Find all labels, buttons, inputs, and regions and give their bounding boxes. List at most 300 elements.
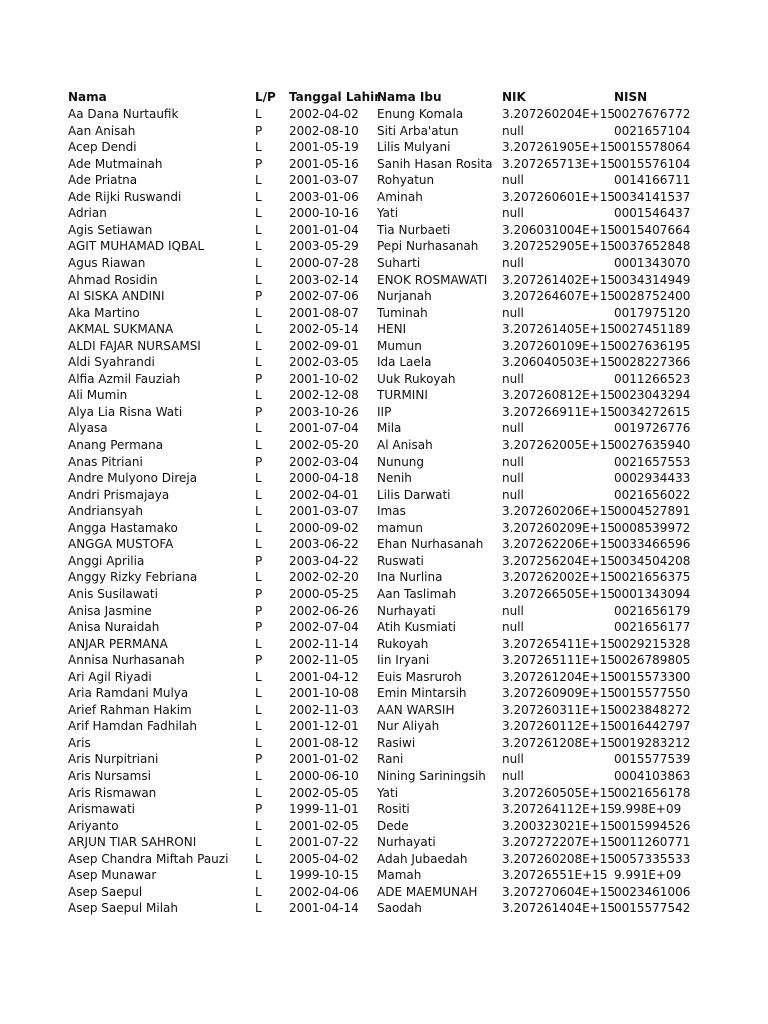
cell-tanggal-lahir: 2001-05-19 (289, 140, 359, 155)
cell-nik: null (502, 471, 524, 486)
cell-lp: L (255, 835, 262, 850)
cell-nama-ibu: Yati (377, 785, 399, 800)
cell-tanggal-lahir: 2001-03-07 (289, 504, 359, 519)
cell-nisn: 0001343094 (614, 586, 691, 601)
cell-lp: L (255, 769, 262, 783)
cell-nisn: 0015407664 (614, 222, 691, 237)
cell-nisn: 0028227366 (614, 355, 691, 370)
cell-nama: Arif Hamdan Fadhilah (68, 719, 197, 734)
cell-tanggal-lahir: 2002-12-08 (289, 388, 359, 403)
cell-tanggal-lahir: 2000-09-02 (289, 520, 359, 535)
cell-nisn: 0019726776 (614, 421, 691, 436)
cell-nama-ibu: Yati (377, 206, 399, 221)
cell-lp: L (255, 686, 262, 701)
cell-nama-ibu: Nur Aliyah (377, 719, 440, 734)
cell-nama: ANJAR PERMANA (68, 636, 168, 651)
cell-nama-ibu: Rukoyah (377, 636, 429, 651)
cell-nik: null (502, 305, 524, 320)
cell-nama: Aan Anisah (68, 123, 136, 138)
cell-nama: Asep Chandra Miftah Pauzi (68, 851, 229, 866)
cell-nik: 3.207262002E+15 (502, 570, 616, 585)
cell-tanggal-lahir: 2003-02-14 (289, 272, 359, 287)
cell-nama: Ari Agil Riyadi (68, 669, 152, 684)
cell-nisn: 0011260771 (614, 835, 691, 850)
table-row (0, 420, 768, 437)
table-row (0, 785, 768, 802)
cell-nama-ibu: Nining Sariningsih (377, 769, 486, 783)
cell-nama-ibu: Sanih Hasan Rosita (377, 156, 493, 171)
cell-nik: 3.207252905E+15 (502, 239, 616, 254)
cell-nik: 3.207261404E+15 (502, 901, 616, 916)
table-row (0, 222, 768, 239)
cell-nisn: 0015573300 (614, 669, 691, 684)
cell-nama: ALDI FAJAR NURSAMSI (68, 338, 201, 353)
cell-lp: P (255, 123, 263, 138)
cell-nik: 3.207265713E+15 (502, 156, 616, 171)
cell-nama: Ade Priatna (68, 173, 138, 188)
cell-nama: Andri Prismajaya (68, 487, 170, 502)
cell-lp: L (255, 438, 262, 452)
cell-lp: L (255, 140, 262, 155)
cell-tanggal-lahir: 2001-04-14 (289, 901, 359, 916)
cell-nama: Asep Munawar (68, 868, 157, 883)
cell-nik: null (502, 421, 524, 436)
cell-tanggal-lahir: 2001-03-07 (289, 173, 359, 188)
cell-nisn: 0021656178 (614, 785, 691, 800)
table-row (0, 586, 768, 603)
cell-tanggal-lahir: 2005-04-02 (289, 851, 359, 866)
header-nisn: NISN (614, 90, 648, 104)
table-row (0, 768, 768, 785)
cell-nisn: 0021656375 (614, 570, 691, 585)
cell-nisn: 0017975120 (614, 305, 691, 320)
cell-nisn: 0027635940 (614, 438, 691, 452)
cell-lp: L (255, 173, 262, 188)
table-row (0, 834, 768, 851)
cell-nisn: 0016442797 (614, 719, 691, 734)
cell-nama: Andre Mulyono Direja (68, 471, 198, 486)
cell-nama: Alyasa (68, 421, 108, 436)
cell-lp: L (255, 735, 262, 750)
cell-nama-ibu: Euis Masruroh (377, 669, 462, 684)
cell-lp: P (255, 371, 263, 386)
cell-nisn: 0026789805 (614, 653, 691, 668)
cell-nik: 3.207272207E+15 (502, 835, 616, 850)
cell-nama: Aris (68, 735, 91, 750)
cell-nisn: 0021656022 (614, 487, 691, 502)
cell-nik: null (502, 454, 524, 469)
cell-lp: L (255, 719, 262, 734)
cell-lp: L (255, 504, 262, 519)
cell-nama-ibu: Siti Arba'atun (377, 123, 459, 138)
header-lp: L/P (255, 90, 276, 104)
table-row (0, 288, 768, 305)
table-row (0, 172, 768, 189)
cell-nik: null (502, 487, 524, 502)
table-row (0, 702, 768, 719)
cell-nama: Adrian (68, 206, 107, 221)
cell-nama-ibu: Adah Jubaedah (377, 851, 468, 866)
cell-nik: 3.207260208E+15 (502, 851, 616, 866)
cell-tanggal-lahir: 2001-10-08 (289, 686, 359, 701)
cell-nisn: 0034504208 (614, 553, 691, 568)
cell-tanggal-lahir: 2003-01-06 (289, 189, 359, 204)
cell-nama: Ahmad Rosidin (68, 272, 158, 287)
cell-nama: Agus Riawan (68, 255, 146, 270)
cell-nisn: 0027451189 (614, 322, 691, 337)
cell-tanggal-lahir: 1999-10-15 (289, 868, 359, 883)
cell-nik: 3.207262005E+15 (502, 438, 616, 452)
cell-nisn: 0021656179 (614, 603, 691, 618)
cell-lp: L (255, 636, 262, 651)
table-row (0, 454, 768, 471)
cell-nisn: 0015577550 (614, 686, 691, 701)
cell-lp: L (255, 537, 262, 552)
cell-nik: null (502, 123, 524, 138)
table-row (0, 238, 768, 255)
cell-nama-ibu: Rasiwi (377, 735, 416, 750)
table-row (0, 536, 768, 553)
table-row (0, 255, 768, 272)
table-row (0, 503, 768, 520)
cell-tanggal-lahir: 2001-05-16 (289, 156, 359, 171)
cell-tanggal-lahir: 2003-04-22 (289, 553, 359, 568)
cell-lp: P (255, 553, 263, 568)
cell-lp: P (255, 404, 263, 419)
cell-nisn: 0023043294 (614, 388, 691, 403)
cell-tanggal-lahir: 2003-10-26 (289, 404, 359, 419)
cell-tanggal-lahir: 2002-11-14 (289, 636, 359, 651)
cell-nik: 3.207260505E+15 (502, 785, 616, 800)
cell-nik: 3.206040503E+15 (502, 355, 616, 370)
cell-nama: Aka Martino (68, 305, 140, 320)
table-row (0, 272, 768, 289)
cell-nik: 3.207260204E+15 (502, 107, 616, 121)
cell-nisn: 0008539972 (614, 520, 691, 535)
table-row (0, 669, 768, 686)
cell-nama-ibu: Imas (377, 504, 406, 519)
cell-nik: 3.200323021E+15 (502, 818, 616, 833)
cell-nama-ibu: Uuk Rukoyah (377, 371, 456, 386)
cell-nisn: 0029215328 (614, 636, 691, 651)
cell-nama: Aria Ramdani Mulya (68, 686, 189, 701)
cell-nisn: 0028752400 (614, 289, 691, 304)
table-row (0, 652, 768, 669)
cell-nama-ibu: Enung Komala (377, 107, 464, 121)
cell-lp: L (255, 471, 262, 486)
cell-tanggal-lahir: 2003-06-22 (289, 537, 359, 552)
table-row (0, 156, 768, 173)
cell-nik: 3.206031004E+15 (502, 222, 616, 237)
cell-nik: 3.207260109E+15 (502, 338, 616, 353)
cell-tanggal-lahir: 2002-11-05 (289, 653, 359, 668)
table-row (0, 354, 768, 371)
cell-nama: Agis Setiawan (68, 222, 153, 237)
cell-nik: null (502, 173, 524, 188)
cell-tanggal-lahir: 2002-03-05 (289, 355, 359, 370)
table-row (0, 189, 768, 206)
cell-nama-ibu: Dede (377, 818, 409, 833)
cell-nik: 3.207266505E+15 (502, 586, 616, 601)
cell-nama-ibu: Nenih (377, 471, 412, 486)
cell-nik: 3.207260206E+15 (502, 504, 616, 519)
cell-nisn: 0027636195 (614, 338, 691, 353)
cell-lp: P (255, 802, 263, 817)
cell-nisn: 0015577539 (614, 752, 691, 767)
cell-nisn: 9.998E+09 (614, 802, 682, 817)
cell-lp: L (255, 222, 262, 237)
cell-lp: L (255, 570, 262, 585)
cell-nik: null (502, 769, 524, 783)
cell-tanggal-lahir: 2002-05-20 (289, 438, 359, 452)
cell-nama-ibu: Rohyatun (377, 173, 435, 188)
cell-tanggal-lahir: 2002-05-05 (289, 785, 359, 800)
cell-nisn: 0001546437 (614, 206, 691, 221)
cell-nama: AGIT MUHAMAD IQBAL (68, 239, 205, 254)
cell-nik: null (502, 371, 524, 386)
cell-nama: Ariyanto (68, 818, 119, 833)
cell-nama-ibu: Saodah (377, 901, 422, 916)
cell-nisn: 0037652848 (614, 239, 691, 254)
cell-nama-ibu: Suharti (377, 255, 421, 270)
cell-lp: L (255, 239, 262, 254)
cell-nisn: 0027676772 (614, 107, 691, 121)
cell-nik: 3.207261204E+15 (502, 669, 616, 684)
cell-tanggal-lahir: 2001-07-04 (289, 421, 359, 436)
cell-nama-ibu: Tia Nurbaeti (377, 222, 451, 237)
cell-nik: null (502, 620, 524, 635)
cell-nama: Aa Dana Nurtaufik (68, 107, 179, 121)
table-row (0, 867, 768, 884)
cell-nama: Annisa Nurhasanah (68, 653, 185, 668)
cell-nik: 3.207270604E+15 (502, 884, 616, 899)
cell-nama-ibu: Ida Laela (377, 355, 432, 370)
cell-tanggal-lahir: 2000-06-10 (289, 769, 359, 783)
cell-nisn: 0023461006 (614, 884, 691, 899)
cell-lp: L (255, 107, 262, 121)
cell-nama-ibu: ENOK ROSMAWATI (377, 272, 488, 287)
cell-nama: Anggy Rizky Febriana (68, 570, 198, 585)
cell-tanggal-lahir: 2001-02-05 (289, 818, 359, 833)
cell-lp: P (255, 156, 263, 171)
table-row (0, 470, 768, 487)
cell-tanggal-lahir: 2002-08-10 (289, 123, 359, 138)
cell-tanggal-lahir: 2001-01-04 (289, 222, 359, 237)
cell-tanggal-lahir: 2002-03-04 (289, 454, 359, 469)
cell-nama: Anang Permana (68, 438, 164, 452)
cell-nama-ibu: Nurjanah (377, 289, 432, 304)
cell-nama: Andriansyah (68, 504, 143, 519)
cell-nama: ANGGA MUSTOFA (68, 537, 174, 552)
cell-lp: L (255, 338, 262, 353)
cell-nisn: 0034314949 (614, 272, 691, 287)
cell-lp: L (255, 884, 262, 899)
cell-tanggal-lahir: 2000-04-18 (289, 471, 359, 486)
table-row (0, 718, 768, 735)
cell-nama-ibu: Al Anisah (377, 438, 433, 452)
cell-tanggal-lahir: 2002-05-14 (289, 322, 359, 337)
table-row (0, 603, 768, 620)
cell-nik: 3.207260112E+15 (502, 719, 616, 734)
cell-lp: P (255, 752, 263, 767)
cell-nisn: 0001343070 (614, 255, 691, 270)
table-row (0, 619, 768, 636)
table-row (0, 520, 768, 537)
table-row (0, 900, 768, 917)
table-row (0, 751, 768, 768)
cell-lp: L (255, 206, 262, 221)
cell-nama: Arief Rahman Hakim (68, 702, 192, 717)
cell-nama-ibu: ADE MAEMUNAH (377, 884, 478, 899)
cell-nama-ibu: Aminah (377, 189, 423, 204)
cell-tanggal-lahir: 2001-07-22 (289, 835, 359, 850)
cell-lp: L (255, 851, 262, 866)
cell-nama-ibu: Mamah (377, 868, 422, 883)
cell-lp: L (255, 868, 262, 883)
cell-nik: 3.207260909E+15 (502, 686, 616, 701)
cell-lp: L (255, 487, 262, 502)
cell-tanggal-lahir: 2002-07-06 (289, 289, 359, 304)
cell-nisn: 0034272615 (614, 404, 691, 419)
cell-nama-ibu: HENI (377, 322, 407, 337)
cell-tanggal-lahir: 2002-09-01 (289, 338, 359, 353)
header-nama-ibu: Nama Ibu (377, 90, 442, 104)
cell-nisn: 9.991E+09 (614, 868, 682, 883)
cell-lp: P (255, 603, 263, 618)
cell-nama-ibu: Emin Mintarsih (377, 686, 467, 701)
cell-nik: null (502, 752, 524, 767)
cell-nama: Arismawati (68, 802, 135, 817)
cell-nama-ibu: Ruswati (377, 553, 424, 568)
cell-nik: 3.207261208E+15 (502, 735, 616, 750)
cell-nisn: 0021656177 (614, 620, 691, 635)
cell-nama: Anis Susilawati (68, 586, 158, 601)
table-row (0, 884, 768, 901)
cell-nama: Alya Lia Risna Wati (68, 404, 183, 419)
cell-nama-ibu: Lilis Darwati (377, 487, 451, 502)
cell-nama: Alfia Azmil Fauziah (68, 371, 181, 386)
cell-nik: 3.207261402E+15 (502, 272, 616, 287)
cell-nama: Asep Saepul Milah (68, 901, 178, 916)
cell-nisn: 0034141537 (614, 189, 691, 204)
cell-nama: Aris Rismawan (68, 785, 157, 800)
table-row (0, 735, 768, 752)
cell-lp: L (255, 818, 262, 833)
cell-nik: 3.207256204E+15 (502, 553, 616, 568)
cell-nisn: 0019283212 (614, 735, 691, 750)
cell-nama: Asep Saepul (68, 884, 143, 899)
cell-lp: P (255, 454, 263, 469)
cell-lp: L (255, 901, 262, 916)
cell-nik: null (502, 255, 524, 270)
table-row (0, 338, 768, 355)
cell-nik: 3.207261905E+15 (502, 140, 616, 155)
table-row (0, 371, 768, 388)
cell-lp: P (255, 653, 263, 668)
cell-tanggal-lahir: 2000-07-28 (289, 255, 359, 270)
cell-nama-ibu: Nunung (377, 454, 425, 469)
cell-nik: 3.207264607E+15 (502, 289, 616, 304)
cell-nik: 3.207260601E+15 (502, 189, 616, 204)
cell-tanggal-lahir: 2002-02-20 (289, 570, 359, 585)
cell-nama-ibu: Mumun (377, 338, 422, 353)
cell-nama: Ade Rijki Ruswandi (68, 189, 182, 204)
table-row (0, 487, 768, 504)
cell-lp: L (255, 189, 262, 204)
cell-nama-ibu: Lilis Mulyani (377, 140, 451, 155)
cell-tanggal-lahir: 2001-08-07 (289, 305, 359, 320)
cell-nik: 3.207262206E+15 (502, 537, 616, 552)
table-header (0, 89, 768, 106)
cell-nama-ibu: mamun (377, 520, 423, 535)
cell-tanggal-lahir: 2001-04-12 (289, 669, 359, 684)
cell-nama: Acep Dendi (68, 140, 137, 155)
cell-tanggal-lahir: 2001-10-02 (289, 371, 359, 386)
table-row (0, 205, 768, 222)
cell-nisn: 0014166711 (614, 173, 691, 188)
table-row (0, 106, 768, 123)
cell-nik: 3.207260311E+15 (502, 702, 616, 717)
table-row (0, 851, 768, 868)
table-row (0, 404, 768, 421)
cell-nisn: 0023848272 (614, 702, 691, 717)
cell-lp: L (255, 305, 262, 320)
cell-nisn: 0011266523 (614, 371, 691, 386)
table-row (0, 636, 768, 653)
cell-nisn: 0021657104 (614, 123, 691, 138)
cell-nama: Aldi Syahrandi (68, 355, 155, 370)
cell-nik: null (502, 603, 524, 618)
cell-lp: L (255, 520, 262, 535)
cell-nama: Anggi Aprilia (68, 553, 145, 568)
cell-tanggal-lahir: 2001-08-12 (289, 735, 359, 750)
table-row (0, 685, 768, 702)
cell-lp: L (255, 255, 262, 270)
cell-nama-ibu: Aan Taslimah (377, 586, 457, 601)
cell-nama-ibu: Tuminah (377, 305, 428, 320)
cell-nisn: 0033466596 (614, 537, 691, 552)
cell-nama: AI SISKA ANDINI (68, 289, 165, 304)
cell-nik: 3.207266911E+15 (502, 404, 616, 419)
cell-nama-ibu: Ehan Nurhasanah (377, 537, 484, 552)
cell-lp: P (255, 620, 263, 635)
cell-nisn: 0057335533 (614, 851, 691, 866)
header-tanggal-lahir: Tanggal Lahir (289, 90, 381, 104)
cell-nama-ibu: Nurhayati (377, 835, 436, 850)
table-row (0, 553, 768, 570)
cell-nama-ibu: Rani (377, 752, 404, 767)
cell-nisn: 0004527891 (614, 504, 691, 519)
cell-nama: Anas Pitriani (68, 454, 143, 469)
cell-nama-ibu: Rositi (377, 802, 410, 817)
table-row (0, 569, 768, 586)
cell-tanggal-lahir: 1999-11-01 (289, 802, 359, 817)
header-nik: NIK (502, 90, 526, 104)
cell-nisn: 0021657553 (614, 454, 691, 469)
table-row (0, 139, 768, 156)
cell-tanggal-lahir: 2001-12-01 (289, 719, 359, 734)
cell-tanggal-lahir: 2002-11-03 (289, 702, 359, 717)
cell-nama: Aris Nurpitriani (68, 752, 159, 767)
cell-nik: 3.20726551E+15 (502, 868, 608, 883)
header-nama: Nama (68, 90, 107, 104)
cell-nik: 3.207265111E+15 (502, 653, 616, 668)
cell-nisn: 0015577542 (614, 901, 691, 916)
cell-tanggal-lahir: 2003-05-29 (289, 239, 359, 254)
cell-tanggal-lahir: 2001-01-02 (289, 752, 359, 767)
cell-nisn: 0015576104 (614, 156, 691, 171)
cell-nisn: 0002934433 (614, 471, 691, 486)
